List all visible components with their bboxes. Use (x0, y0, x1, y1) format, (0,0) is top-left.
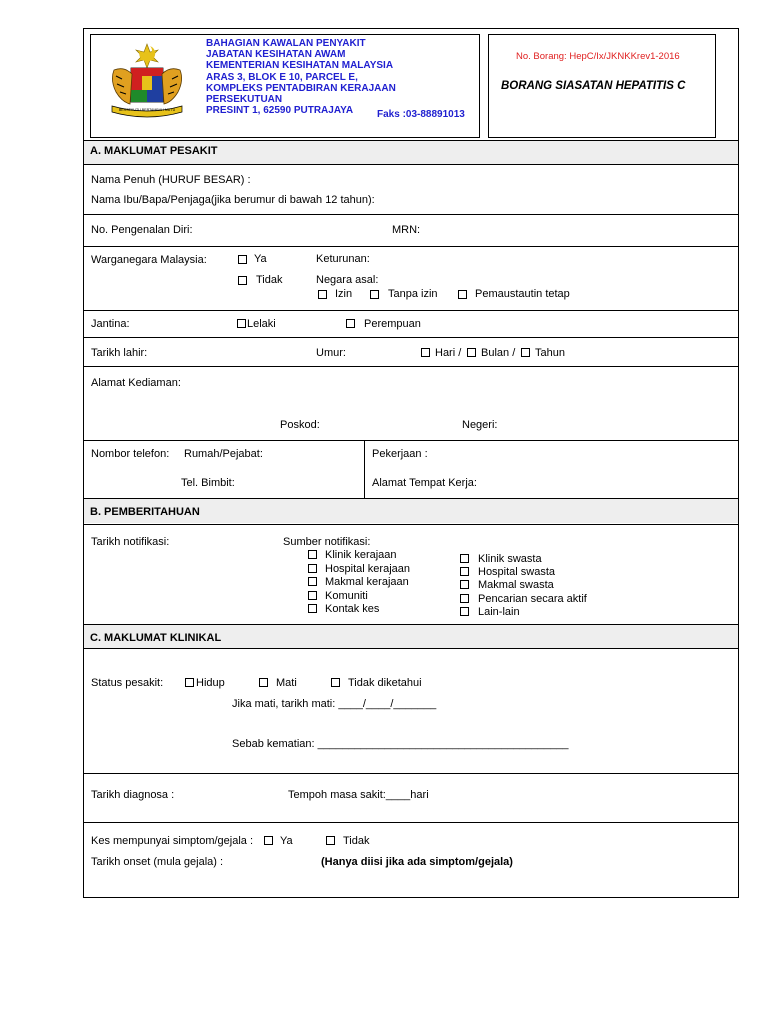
source-option-label: Komuniti (325, 590, 368, 602)
source-checkbox[interactable] (460, 607, 469, 616)
citizen-no-label: Tidak (256, 274, 283, 286)
age-year-label: Tahun (535, 347, 565, 359)
permit-checkbox[interactable] (318, 290, 327, 299)
section-c-title: C. MAKLUMAT KLINIKAL (90, 632, 222, 644)
permanent-resident-label: Pemaustautin tetap (475, 288, 570, 300)
divider (83, 648, 739, 649)
diagnosis-date-label: Tarikh diagnosa : (91, 789, 175, 801)
symptom-no-label: Tidak (343, 835, 370, 847)
fax-number: Faks :03-88891013 (377, 109, 465, 120)
male-label: Lelaki (247, 318, 276, 330)
phone-label: Nombor telefon: (91, 448, 170, 460)
no-permit-checkbox[interactable] (370, 290, 379, 299)
full-name-label: Nama Penuh (HURUF BESAR) : (91, 174, 251, 186)
address-line: KEMENTERIAN KESIHATAN MALAYSIA (206, 60, 394, 72)
gender-label: Jantina: (91, 318, 130, 330)
source-option-label: Hospital swasta (478, 566, 556, 578)
form-number: No. Borang: HepC/Ix/JKNKKrev1-2016 (516, 51, 680, 62)
divider (83, 773, 739, 774)
address-line: JABATAN KESIHATAN AWAM (206, 49, 346, 61)
divider (83, 822, 739, 823)
age-month-checkbox[interactable] (467, 348, 476, 357)
address-line: ARAS 3, BLOK E 10, PARCEL E, (206, 71, 358, 83)
crest-motto: BERSEKUTU BERTAMBAH MUTU (118, 108, 176, 112)
source-option-label: Klinik swasta (478, 553, 542, 565)
source-checkbox[interactable] (460, 567, 469, 576)
guardian-name-label: Nama Ibu/Bapa/Penjaga(jika berumur di bawah 12 tahun): (91, 194, 375, 206)
citizen-yes-label: Ya (254, 253, 267, 265)
divider (83, 164, 739, 165)
female-checkbox[interactable] (346, 319, 355, 328)
age-day-label: Hari / (435, 347, 462, 359)
origin-country-label: Negara asal: (316, 274, 379, 286)
male-checkbox[interactable] (237, 319, 246, 328)
source-option-label: Kontak kes (325, 603, 380, 615)
age-year-checkbox[interactable] (521, 348, 530, 357)
illness-duration-field[interactable]: Tempoh masa sakit:____hari (288, 789, 429, 801)
address-line: PERSEKUTUAN (206, 94, 283, 106)
dob-label: Tarikh lahir: (91, 347, 148, 359)
source-checkbox[interactable] (460, 554, 469, 563)
source-option-label: Makmal swasta (478, 579, 554, 591)
source-checkbox[interactable] (308, 564, 317, 573)
notification-date-label: Tarikh notifikasi: (91, 536, 170, 548)
divider (83, 310, 739, 311)
patient-status-label: Status pesakit: (91, 677, 164, 689)
source-checkbox[interactable] (460, 594, 469, 603)
source-checkbox[interactable] (308, 604, 317, 613)
source-option-label: Klinik kerajaan (325, 549, 397, 561)
source-option-label: Lain-lain (478, 606, 520, 618)
dead-label: Mati (276, 677, 297, 689)
divider (83, 366, 739, 367)
section-a-title: A. MAKLUMAT PESAKIT (90, 145, 218, 157)
section-b-title: B. PEMBERITAHUAN (90, 506, 200, 518)
citizenship-label: Warganegara Malaysia: (91, 254, 207, 266)
age-month-label: Bulan / (481, 347, 516, 359)
citizen-no-checkbox[interactable] (238, 276, 247, 285)
age-label: Umur: (316, 347, 346, 359)
address-line: KOMPLEKS PENTADBIRAN KERAJAAN (206, 82, 396, 94)
symptom-no-checkbox[interactable] (326, 836, 335, 845)
work-address-label: Alamat Tempat Kerja: (372, 477, 477, 489)
symptom-yes-label: Ya (280, 835, 293, 847)
mobile-phone-label: Tel. Bimbit: (181, 477, 235, 489)
onset-date-label: Tarikh onset (mula gejala) : (91, 856, 224, 868)
mrn-label: MRN: (392, 224, 421, 236)
source-checkbox[interactable] (308, 550, 317, 559)
source-option-label: Makmal kerajaan (325, 576, 409, 588)
source-checkbox[interactable] (308, 591, 317, 600)
ethnicity-label: Keturunan: (316, 253, 370, 265)
alive-checkbox[interactable] (185, 678, 194, 687)
unknown-checkbox[interactable] (331, 678, 340, 687)
occupation-label: Pekerjaan : (372, 448, 428, 460)
home-address-label: Alamat Kediaman: (91, 377, 181, 389)
source-checkbox[interactable] (460, 580, 469, 589)
symptom-yes-checkbox[interactable] (264, 836, 273, 845)
unknown-label: Tidak diketahui (348, 677, 422, 689)
alive-label: Hidup (196, 677, 225, 689)
permanent-resident-checkbox[interactable] (458, 290, 467, 299)
source-option-label: Hospital kerajaan (325, 563, 410, 575)
department-address (206, 38, 396, 116)
source-option-label: Pencarian secara aktif (478, 593, 587, 605)
state-label: Negeri: (462, 419, 498, 431)
dead-checkbox[interactable] (259, 678, 268, 687)
no-permit-label: Tanpa izin (388, 288, 438, 300)
death-date-field[interactable]: Jika mati, tarikh mati: ____/____/_______ (232, 698, 437, 710)
form-title: BORANG SIASATAN HEPATITIS C (501, 80, 686, 92)
divider (83, 337, 739, 338)
divider (83, 524, 739, 525)
citizen-yes-checkbox[interactable] (238, 255, 247, 264)
permit-label: Izin (335, 288, 353, 300)
divider (83, 214, 739, 215)
source-checkbox[interactable] (308, 577, 317, 586)
home-office-phone-label: Rumah/Pejabat: (184, 448, 263, 460)
divider (364, 440, 365, 498)
onset-note: (Hanya diisi jika ada simptom/gejala) (321, 856, 513, 868)
notification-source-label: Sumber notifikasi: (283, 536, 371, 548)
age-day-checkbox[interactable] (421, 348, 430, 357)
female-label: Perempuan (364, 318, 421, 330)
postcode-label: Poskod: (280, 419, 320, 431)
divider (83, 246, 739, 247)
address-line: PRESINT 1, 62590 PUTRAJAYA (206, 105, 354, 117)
divider (83, 440, 739, 441)
death-cause-field[interactable]: Sebab kematian: _________________________________________ (232, 738, 569, 750)
address-line: BAHAGIAN KAWALAN PENYAKIT (206, 38, 366, 49)
id-number-label: No. Pengenalan Diri: (91, 224, 193, 236)
symptom-label: Kes mempunyai simptom/gejala : (91, 835, 254, 847)
malaysia-crest-logo (100, 40, 194, 122)
